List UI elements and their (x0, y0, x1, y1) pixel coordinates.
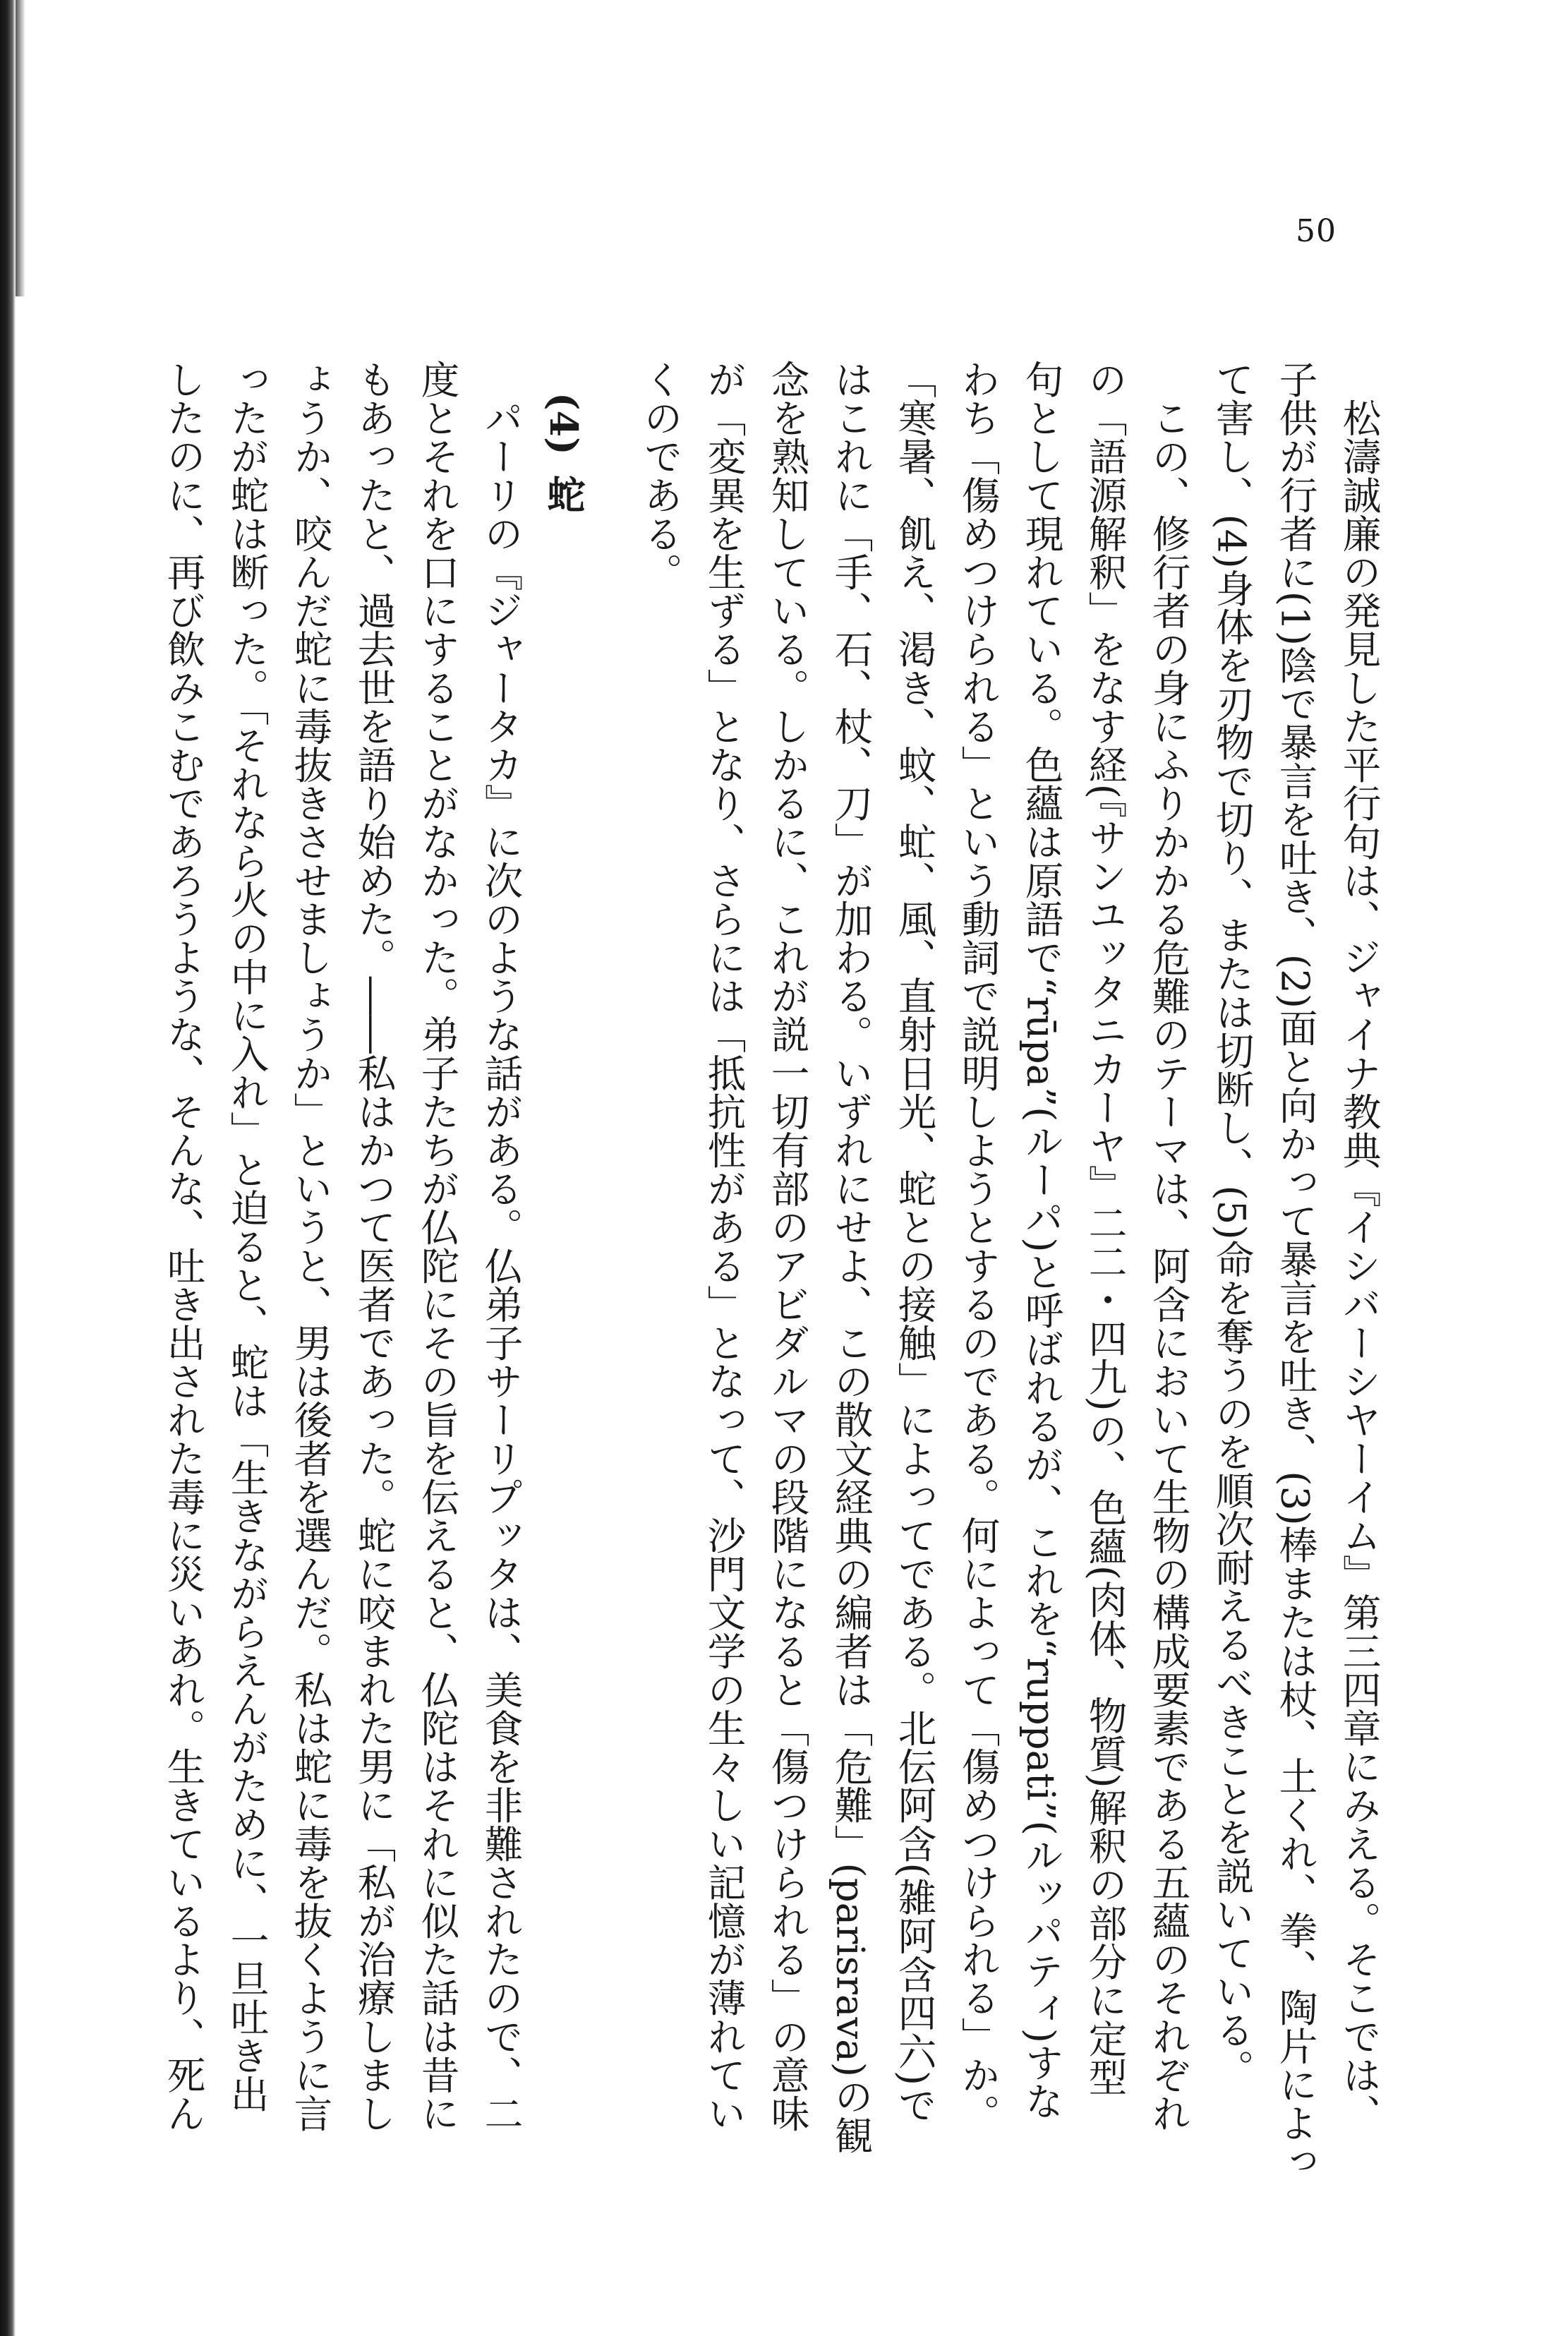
text-column-7: わち「傷めつけられる」という動詞で説明しようとするのである。何によって「傷めつけられる」か。 (955, 360, 1001, 2133)
text-column-13: パーリの『ジャータカ』に次のような話がある。仏弟子サーリプッタは、美食を非難されたので、二 (478, 360, 524, 2133)
page-number: 50 (1296, 213, 1337, 249)
text-column-18: したのに、再び飲みこむであろうような、そんな、吐き出された毒に災いあれ。生きているより、死ん (160, 360, 206, 2133)
text-column-10: 念を熟知している。しかるに、これが説一切有部のアビダルマの段階になると「傷つけられる」の意味 (764, 360, 810, 2133)
binding-shadow (0, 0, 16, 2336)
text-column-15: もあったと、過去世を語り始めた。――私はかつて医者であった。蛇に咬まれた男に「私が治療しまし (351, 360, 397, 2133)
text-column-2: 子供が行者に(1)陰で暴言を吐き、(2)面と向かって暴言を吐き、(3)棒または杖、土くれ、拳、陶片によっ (1272, 360, 1318, 2181)
text-column-3: て害し、(4)身体を刃物で切り、または切断し、(5)命を奪うのを順次耐えるべきことを説いている。 (1209, 360, 1255, 2088)
binding-shadow-upper (16, 0, 25, 296)
section-heading (541, 392, 586, 513)
text-column-11: が「変異を生ずる」となり、さらには「抵抗性がある」となって、沙門文学の生々しい記憶が薄れてい (701, 360, 747, 2133)
section-heading-title: 蛇 (541, 474, 586, 513)
text-column-17: ったが蛇は断った。「それなら火の中に入れ」と迫ると、蛇は「生きながらえんがために、一旦吐き出 (224, 360, 270, 2114)
text-column-6: 句として現れている。色蘊は原語で“rūpa”(ルーパ)と呼ばれるが、これを“ruppati”(ルッパティ)すな (1018, 360, 1064, 2121)
section-heading-number: (4) (541, 392, 586, 455)
text-column-16: ょうか、咬んだ蛇に毒抜きさせましょうか」というと、男は後者を選んだ。私は蛇に毒を抜くように言 (287, 360, 333, 2133)
text-column-4: この、修行者の身にふりかかる危難のテーマは、阿含において生物の構成要素である五蘊のそれぞれ (1145, 360, 1191, 2133)
text-column-8: 「寒暑、飢え、渇き、蚊、虻、風、直射日光、蛇との接触」によってである。北伝阿含(雑阿含四六)で (891, 360, 937, 2124)
text-column-1: 松濤誠廉の発見した平行句は、ジャイナ教典『イシバーシヤーイム』第三四章にみえる。そこでは、 (1336, 360, 1382, 2133)
text-column-5: の「語源解釈」をなす経(『サンユッタニカーヤ』二二・四九)の、色蘊(肉体、物質)解釈の部分に定型 (1082, 360, 1128, 2097)
text-column-9: はこれに「手、石、杖、刀」が加わる。いずれにせよ、この散文経典の編者は「危難」(parisrava)の観 (828, 360, 874, 2155)
text-column-14: 度とそれを口にすることがなかった。弟子たちが仏陀にその旨を伝えると、仏陀はそれに似た話は昔に (414, 360, 460, 2133)
text-column-12: くのである。 (637, 360, 683, 591)
